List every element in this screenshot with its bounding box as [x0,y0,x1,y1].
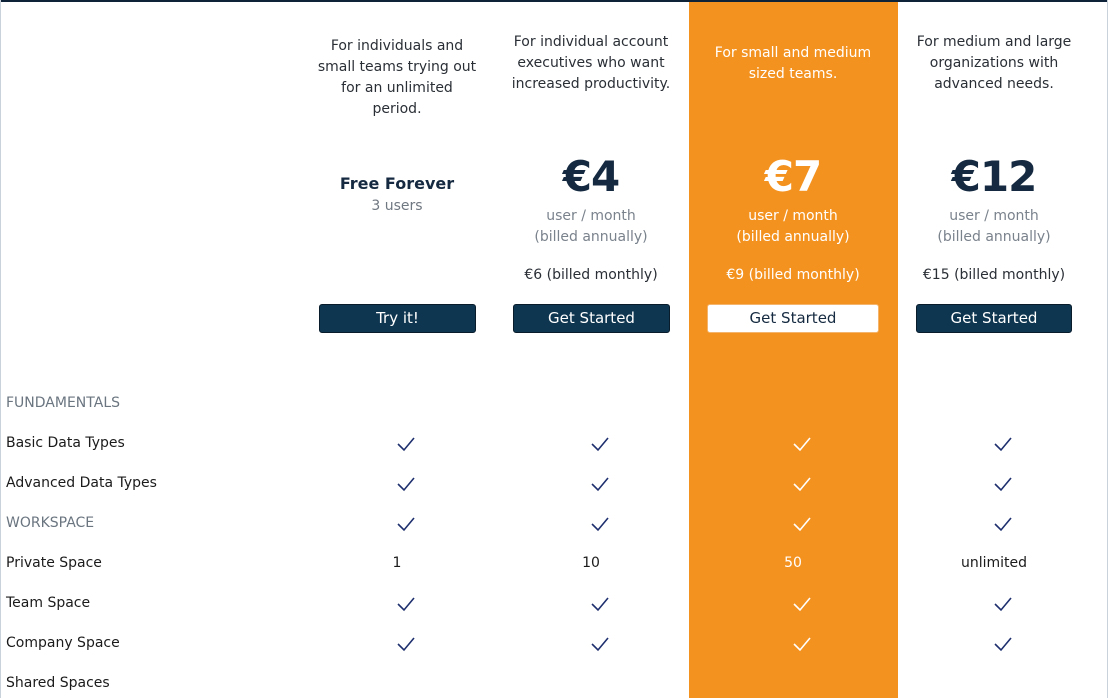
feature-value: unlimited [960,555,1028,571]
left-border [0,0,1,698]
unit-line: (billed annually) [937,229,1051,245]
unit-line: user / month [748,208,838,224]
checkmark-icon [396,596,416,612]
feature-label: FUNDAMENTALS [6,395,121,411]
desc-line: increased productivity. [511,76,671,92]
desc-line: for an unlimited [341,80,453,96]
unit-line: (billed annually) [736,229,850,245]
checkmark-icon [993,596,1013,612]
try-it-button[interactable]: Try it! [319,304,476,333]
plan-description [703,43,883,85]
plan-price: €4 [562,152,620,201]
desc-line: For small and medium [714,45,872,61]
unit-line: user / month [949,208,1039,224]
plan-monthly-price: €15 (billed monthly) [922,267,1066,283]
checkmark-icon [590,516,610,532]
feature-label: Private Space [6,555,102,571]
unit-line: user / month [546,208,636,224]
checkmark-icon [792,436,812,452]
checkmark-icon [792,516,812,532]
desc-line: organizations with [929,55,1059,71]
desc-line: executives who want [517,55,665,71]
feature-label: WORKSPACE [6,515,95,531]
highlighted-plan-column [689,2,898,698]
checkmark-icon [792,636,812,652]
checkmark-icon [993,436,1013,452]
plan-description [307,36,487,120]
checkmark-icon [590,476,610,492]
feature-value: 50 [784,555,802,571]
plan-unit [703,206,883,248]
feature-label: Team Space [6,595,91,611]
desc-line: period. [372,101,422,117]
plan-price: €12 [951,152,1037,201]
desc-line: For individuals and [330,38,464,54]
get-started-button[interactable]: Get Started [916,304,1072,333]
plan-description [904,32,1084,95]
unit-line: (billed annually) [534,229,648,245]
desc-line: For individual account [513,34,669,50]
get-started-button[interactable]: Get Started [513,304,670,333]
feature-label: Company Space [6,635,120,651]
checkmark-icon [590,436,610,452]
top-border [0,0,1108,2]
plan-description [501,32,681,95]
checkmark-icon [792,596,812,612]
checkmark-icon [993,636,1013,652]
checkmark-icon [792,476,812,492]
checkmark-icon [993,476,1013,492]
feature-label: Basic Data Types [6,435,125,451]
checkmark-icon [993,516,1013,532]
desc-line: small teams trying out [317,59,477,75]
feature-value: 10 [582,555,600,571]
plan-price: €7 [764,152,822,201]
desc-line: advanced needs. [934,76,1054,92]
plan-monthly-price: €9 (billed monthly) [726,267,860,283]
plan-users: 3 users [371,198,423,214]
checkmark-icon [396,516,416,532]
plan-label: Free Forever [339,174,455,193]
plan-monthly-price: €6 (billed monthly) [524,267,658,283]
feature-label: Shared Spaces [6,675,110,691]
checkmark-icon [396,636,416,652]
checkmark-icon [590,636,610,652]
checkmark-icon [396,476,416,492]
plan-unit [904,206,1084,248]
desc-line: sized teams. [748,66,838,82]
desc-line: For medium and large [916,34,1072,50]
feature-label: Advanced Data Types [6,475,157,491]
feature-value: 1 [392,555,402,571]
checkmark-icon [396,436,416,452]
get-started-button[interactable]: Get Started [707,304,879,333]
checkmark-icon [590,596,610,612]
plan-unit [501,206,681,248]
